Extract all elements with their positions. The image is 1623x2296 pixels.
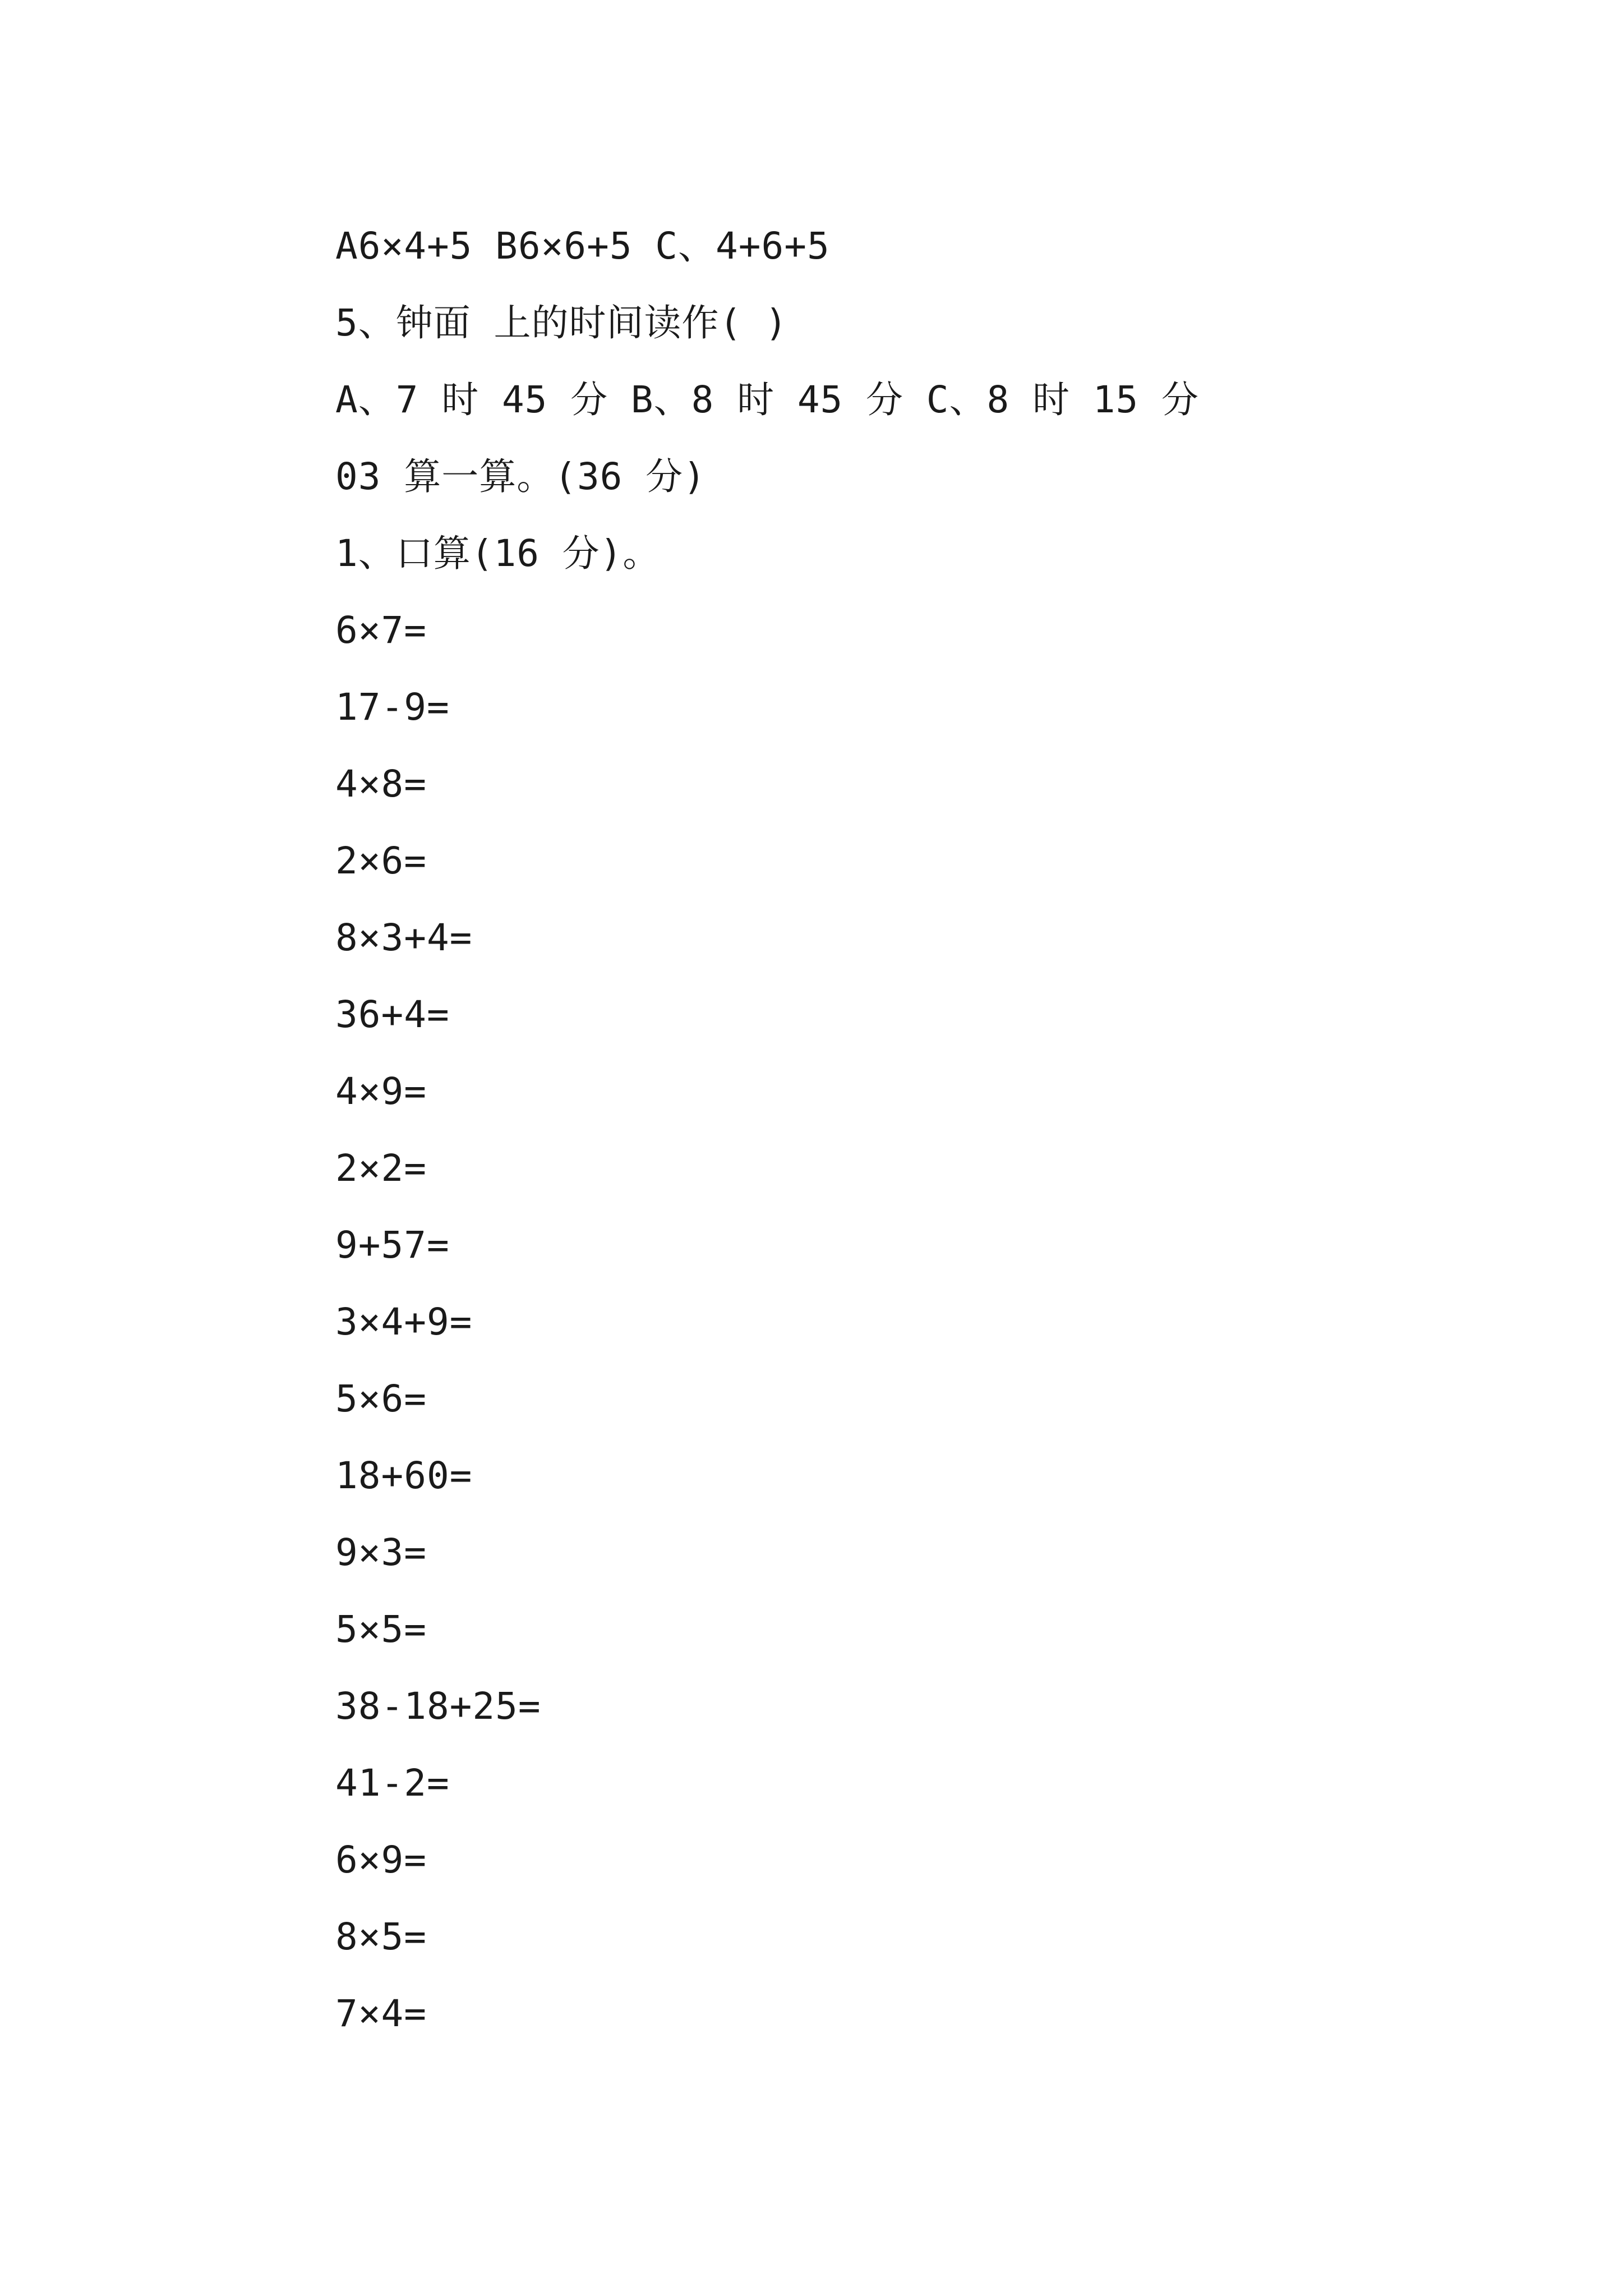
exercise-item: 38-18+25=: [335, 1685, 541, 1728]
exercise-item: 4×8=: [335, 762, 427, 806]
exercise-item: 9×3=: [335, 1531, 427, 1574]
section-heading: 03 算一算。(36 分): [335, 455, 706, 498]
subsection-heading: 1、口算(16 分)。: [335, 532, 661, 575]
exercise-item: 36+4=: [335, 993, 450, 1036]
exercise-item: 6×7=: [335, 609, 427, 652]
exercise-item: 8×3+4=: [335, 916, 473, 959]
exercise-item: 5×5=: [335, 1608, 427, 1651]
document-body: [335, 208, 1457, 2052]
option-line-q5: A、7 时 45 分 B、8 时 45 分 C、8 时 15 分: [335, 378, 1199, 421]
exercise-item: 6×9=: [335, 1838, 427, 1881]
exercise-item: 5×6=: [335, 1377, 427, 1420]
exercise-item: 9+57=: [335, 1223, 450, 1267]
exercise-item: 4×9=: [335, 1070, 427, 1113]
exercise-item: 17-9=: [335, 685, 450, 729]
exercise-item: 18+60=: [335, 1454, 473, 1497]
question-5-text: 5、钟面 上的时间读作( ): [335, 301, 788, 344]
option-line-q4: A6×4+5 B6×6+5 C、4+6+5: [335, 224, 830, 268]
exercise-item: 8×5=: [335, 1915, 427, 1958]
exercise-item: 7×4=: [335, 1992, 427, 2035]
exercise-item: 41-2=: [335, 1761, 450, 1805]
exercise-item: 2×2=: [335, 1147, 427, 1190]
exercise-item: 2×6=: [335, 839, 427, 882]
exercise-item: 3×4+9=: [335, 1300, 473, 1343]
